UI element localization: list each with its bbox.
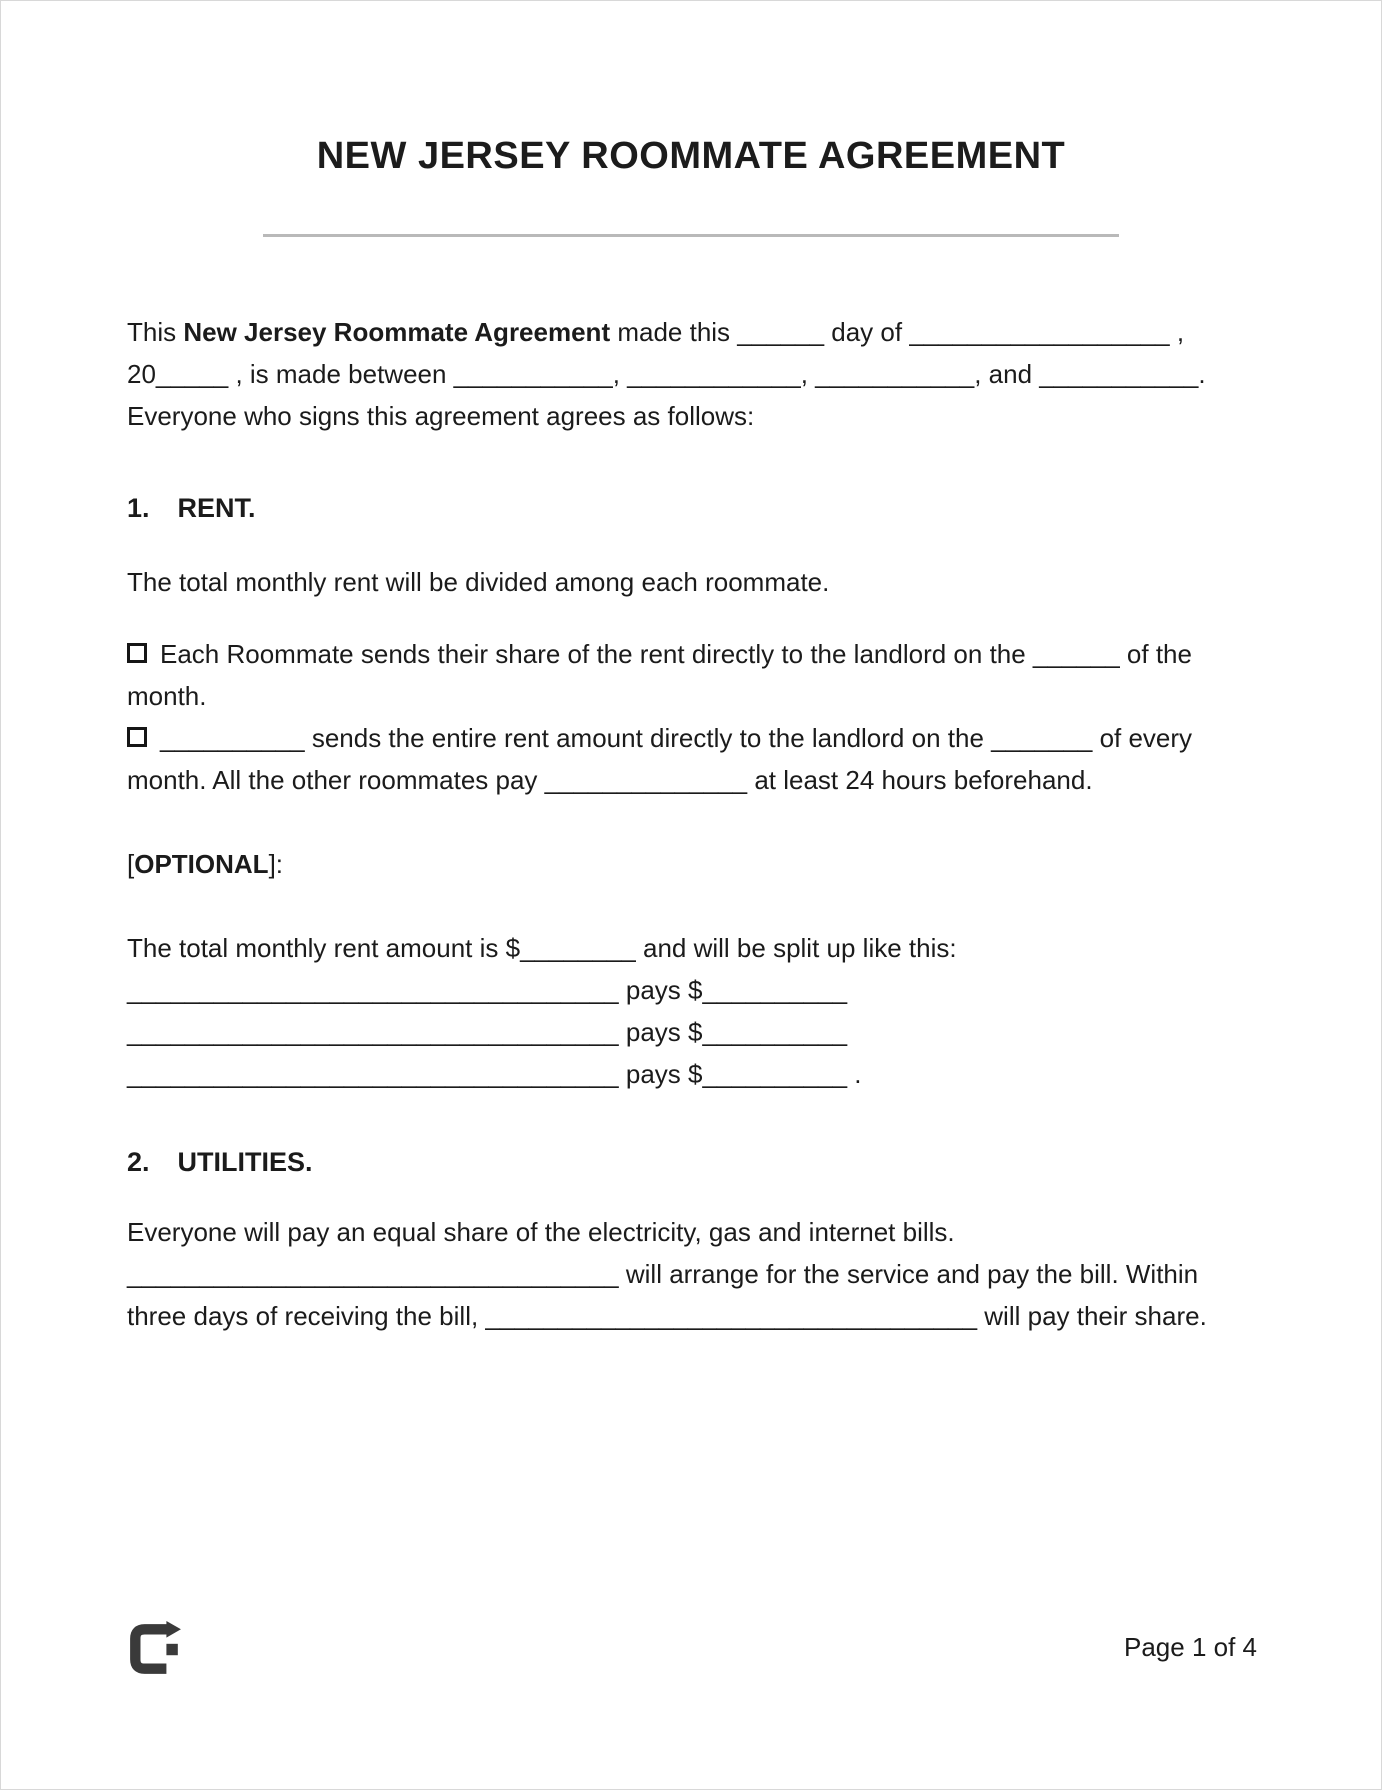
rent-split-intro: The total monthly rent amount is $________ and will be split up like this: bbox=[127, 933, 957, 963]
rent-split-line-2: __________________________________ pays $__________ bbox=[127, 1017, 848, 1047]
checkbox-icon[interactable] bbox=[127, 643, 147, 663]
rent-option-2 bbox=[127, 717, 1255, 801]
rent-intro-paragraph: The total monthly rent will be divided among each roommate. bbox=[127, 567, 830, 597]
checkbox-icon[interactable] bbox=[127, 727, 147, 747]
rent-options-group bbox=[127, 633, 1255, 801]
utilities-block bbox=[127, 1211, 1255, 1337]
intro-pre-text: This bbox=[127, 317, 184, 347]
section-1-name: RENT bbox=[177, 493, 249, 523]
document-title: NEW JERSEY ROOMMATE AGREEMENT bbox=[316, 135, 1066, 177]
rent-option-1-text: Each Roommate sends their share of the rent directly to the landlord on the ______ of the month. bbox=[127, 639, 1192, 711]
document-content bbox=[1, 1, 1381, 1337]
section-2-period: . bbox=[305, 1147, 313, 1177]
section-1-heading bbox=[127, 487, 1255, 529]
optional-open-bracket: [ bbox=[127, 849, 135, 879]
utilities-paragraph-2: __________________________________ will arrange for the service and pay the bill. Within three days of receiving the bill, __________________________________ will pay their share. bbox=[127, 1259, 1207, 1331]
rent-split-block bbox=[127, 927, 1255, 1095]
utilities-paragraph-1: Everyone will pay an equal share of the electricity, gas and internet bills. bbox=[127, 1217, 955, 1247]
optional-label-line bbox=[127, 843, 1255, 885]
optional-close-bracket: ]: bbox=[268, 849, 284, 879]
section-1-number: 1. bbox=[127, 493, 150, 523]
page-number-label: Page 1 of 4 bbox=[1124, 1632, 1257, 1662]
title-divider bbox=[263, 234, 1119, 237]
rent-split-line-1: __________________________________ pays $__________ bbox=[127, 975, 848, 1005]
optional-label: OPTIONAL bbox=[134, 849, 269, 879]
section-1-period: . bbox=[248, 493, 256, 523]
intro-paragraph bbox=[127, 311, 1255, 437]
intro-agreement-name: New Jersey Roommate Agreement bbox=[183, 317, 611, 347]
section-2-name: UTILITIES bbox=[177, 1147, 306, 1177]
eforms-logo-icon bbox=[127, 1621, 183, 1677]
rent-split-line-3: __________________________________ pays $__________ . bbox=[127, 1059, 862, 1089]
section-2-number: 2. bbox=[127, 1147, 150, 1177]
intro-post-text: made this ______ day of __________________ , 20_____ , is made between ___________, ____________, ___________, and ___________. Everyone who signs this agreement agrees as follows: bbox=[127, 317, 1206, 431]
rent-option-1 bbox=[127, 633, 1255, 717]
rent-option-2-text: __________ sends the entire rent amount directly to the landlord on the _______ of every month. All the other roommates pay ______________ at least 24 hours beforehand. bbox=[127, 723, 1193, 795]
section-2-heading bbox=[127, 1141, 1255, 1183]
